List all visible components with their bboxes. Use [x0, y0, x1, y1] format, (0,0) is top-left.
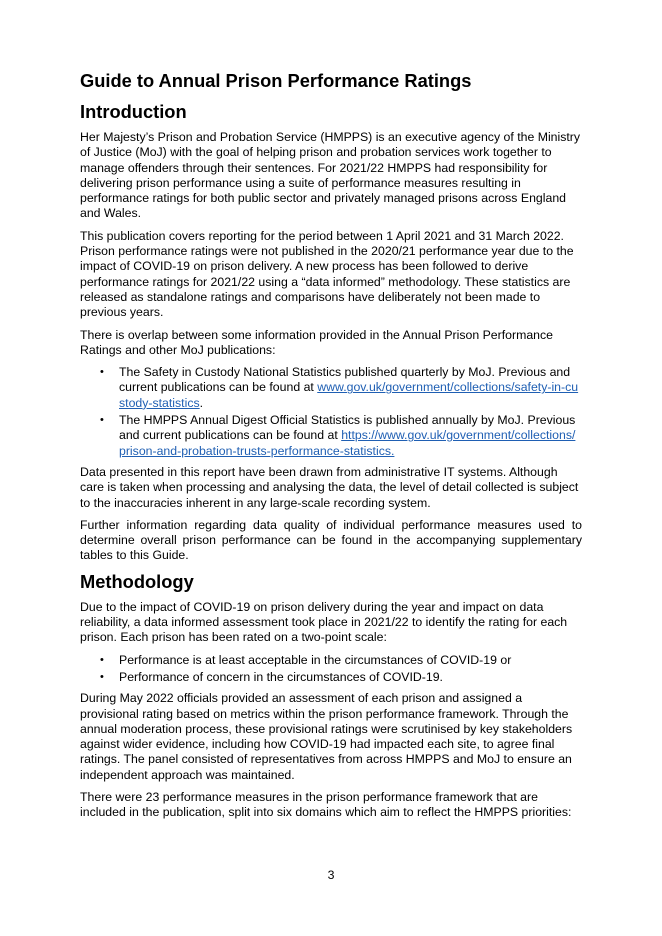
methodology-paragraph-2: During May 2022 officials provided an assessment of each prison and assigned a provisional rating based on metrics within the prison performance framework. Through the annual moderation process, these provisional ratings were scrutinised by key stakeholders against wider evidence, including how COVID-19 had impacted each site, to agree final ratings. The panel consisted of representatives from across HMPPS and MoJ to ensure an independent approach was maintained.	[80, 691, 573, 782]
list-item	[100, 652, 582, 668]
methodology-paragraph-1: Due to the impact of COVID-19 on prison delivery during the year and impact on data reliability, a data informed assessment took place in 2021/22 to identify the rating for each prison. Each prison has been rated on a two-point scale:	[80, 599, 568, 645]
methodology-heading: Methodology	[80, 570, 194, 592]
list-item-punctuation: .	[199, 395, 204, 410]
list-item	[100, 669, 582, 685]
introduction-paragraph-3: There is overlap between some information provided in the Annual Prison Performance Ratings and other MoJ publications:	[80, 327, 554, 357]
bullet-icon: •	[100, 414, 104, 427]
introduction-heading: Introduction	[80, 101, 187, 122]
methodology-paragraph-3: There were 23 performance measures in the prison performance framework that are included in the publication, split into six domains which aim to reflect the HMPPS priorities:	[80, 789, 572, 820]
list-item-text: Performance of concern in the circumstances of COVID-19.	[119, 669, 443, 684]
document-page	[80, 66, 582, 828]
introduction-paragraph-1: Her Majesty’s Prison and Probation Service (HMPPS) is an executive agency of the Ministry of Justice (MoJ) with the goal of helping prison and probation services work together to manage offenders through their sentences. For 2021/22 HMPPS had responsibility for delivering prison performance using a suite of performance measures resulting in performance ratings for both public sector and privately managed prisons across England and Wales.	[80, 130, 581, 221]
bullet-icon: •	[100, 366, 104, 379]
list-item-text: The HMPPS Annual Digest Official Statistics is published annually by MoJ. Previous and current publications can be found at	[119, 413, 576, 443]
list-item	[100, 365, 582, 411]
list-item-text: The Safety in Custody National Statistics published quarterly by MoJ. Previous and current publications can be found at	[119, 365, 571, 395]
list-item-text: Performance is at least acceptable in the circumstances of COVID-19 or	[119, 652, 512, 667]
page-title: Guide to Annual Prison Performance Ratings	[80, 70, 472, 91]
list-item	[100, 413, 582, 459]
prison-probation-statistics-link[interactable]: https://www.gov.uk/government/collections/prison-and-probation-trusts-performance-statistics.	[119, 428, 576, 458]
rating-scale-list	[80, 653, 582, 686]
publications-list	[80, 365, 582, 459]
introduction-paragraph-4: Data presented in this report have been drawn from administrative IT systems. Although care is taken when processing and analysing the data, the level of detail collected is subject to the inaccuracies inherent in any large-scale recording system.	[80, 464, 579, 510]
introduction-paragraph-2: This publication covers reporting for the period between 1 April 2021 and 31 March 2022. Prison performance ratings were not published in the 2020/21 performance year due to the impact of COVID-19 on prison delivery. A new process has been followed to derive performance ratings for 2021/22 using a “data informed” methodology. These statistics are released as standalone ratings and comparisons have deliberately not been made to previous years.	[80, 228, 574, 320]
introduction-paragraph-5: Further information regarding data quality of individual performance measures used to determine overall prison performance can be found in the accompanying supplementary tables to this Guide.	[80, 517, 582, 563]
bullet-icon: •	[100, 670, 104, 683]
safety-in-custody-link[interactable]: www.gov.uk/government/collections/safety-in-custody-statistics	[119, 380, 579, 410]
page-number: 3	[327, 868, 335, 882]
bullet-icon: •	[100, 653, 104, 666]
